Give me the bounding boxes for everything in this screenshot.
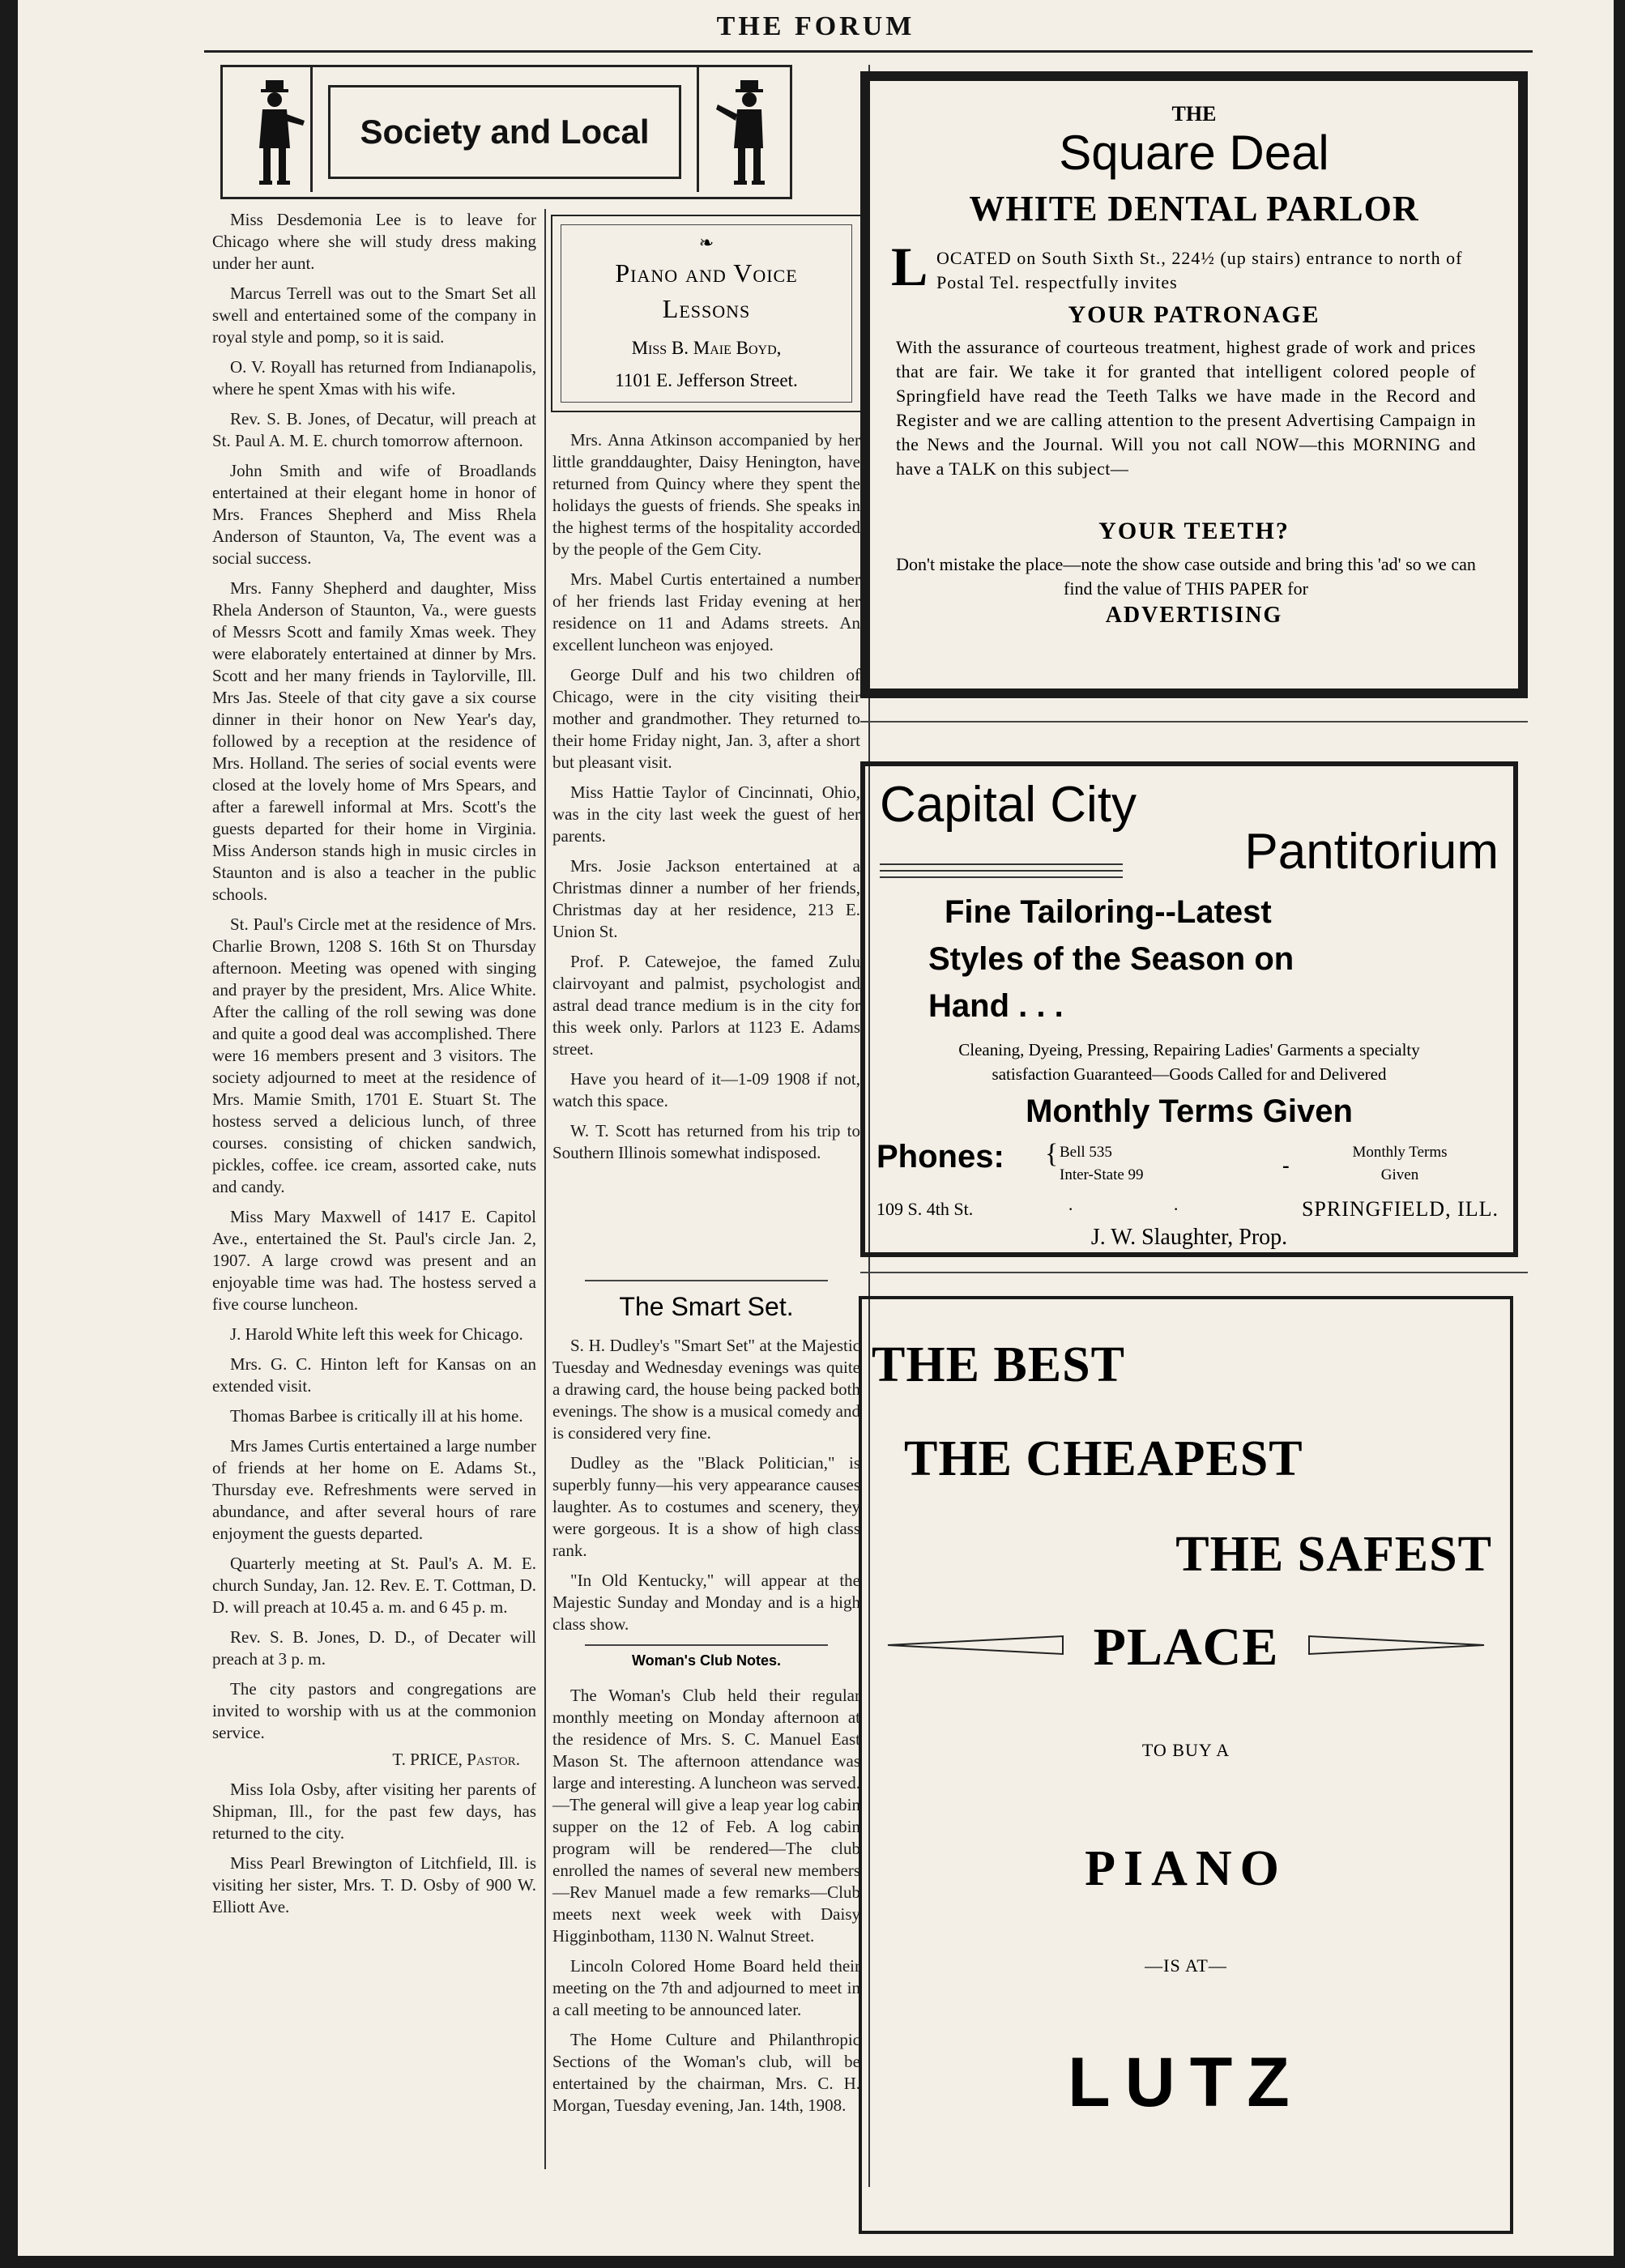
phone-bell: Bell 535 <box>1060 1144 1112 1161</box>
section-rule <box>585 1280 828 1281</box>
news-item: Quarterly meeting at St. Paul's A. M. E. church Sunday, Jan. 12. Rev. E. T. Cottman, D. D. will preach at 10.45 a. m. and 6 45 p. m. <box>212 1554 536 1617</box>
news-item: Mrs James Curtis entertained a large number of friends at her home on E. Adams St., Thursday eve. Refreshments were served in abundance, and after several hours of rare enjoyment the guests departed. <box>212 1436 536 1543</box>
lutz-safest: THE SAFEST <box>1175 1527 1492 1582</box>
tailoring-line3: Hand . . . <box>928 988 1064 1024</box>
dental-sub: WHITE DENTAL PARLOR <box>969 189 1419 228</box>
news-item: The city pastors and congregations are invited to worship with us at the commonion service. <box>212 1679 536 1742</box>
services-line1: Cleaning, Dyeing, Pressing, Repairing Ladies' Garments a specialty <box>958 1040 1420 1059</box>
pantitorium-address: 109 S. 4th St. <box>876 1199 974 1219</box>
news-item: Miss Hattie Taylor of Cincinnati, Ohio, was in the city last week the guest of her parents. <box>552 782 860 846</box>
piano-teacher-name: Miss B. Maie Boyd, <box>631 338 782 358</box>
terms-small-2: Given <box>1380 1166 1419 1183</box>
news-item: Mrs. Anna Atkinson accompanied by her little granddaughter, Daisy Henington, have returned from Quincy where they spent the holidays the guests of friends. She speaks in the highest terms of the hospitality accorded by the people of the Gem City. <box>552 430 860 559</box>
news-item: The Home Culture and Philanthropic Sections of the Woman's club, will be entertained by the chairman, Mrs. C. H. Morgan, Tuesday evening, Jan. 14th, 1908. <box>552 2030 860 2115</box>
news-item: John Smith and wife of Broadlands entertained at their elegant home in honor of Mrs. Frances Shepherd and Miss Rhela Anderson of Staunton, Va, The event was a social success. <box>212 461 536 568</box>
dental-parlor-ad <box>860 71 1528 698</box>
piano-lessons-title: Piano and Voice Lessons <box>615 258 798 323</box>
lutz-to-buy: TO BUY A <box>1141 1740 1230 1760</box>
newspaper-page <box>18 0 1614 2256</box>
news-item: Prof. P. Catewejoe, the famed Zulu clairvoyant and palmist, psychologist and astral dead trance medium is in the city for this week only. Parlors at 1123 E. Adams street. <box>552 952 860 1059</box>
news-item: Dudley as the "Black Politician," is superbly funny—his very appearance causes laughter. As to costumes and scenery, they were gorgeous. It is a show of high class rank. <box>552 1453 860 1560</box>
news-item: O. V. Royall has returned from Indianapolis, where he spent Xmas with his wife. <box>212 357 536 399</box>
column-2-top <box>552 429 860 1280</box>
tailoring-line1: Fine Tailoring--Latest <box>945 894 1272 930</box>
dental-intro: OCATED on South Sixth St., 224½ (up stairs) entrance to north of Postal Tel. respectfully invites <box>936 248 1463 292</box>
services-line2: satisfaction Guaranteed—Goods Called for and Delivered <box>992 1064 1387 1084</box>
dental-body: With the assurance of courteous treatment, highest grade of work and prices that are fair. We take it for granted that intelligent colored people of Springfield have read the Teeth Talks we have made in the Record and Register and we are calling attention to the present Advertising Campaign in the News and the Journal. Will you not call NOW—this MORNING and have a TALK on this subject— <box>896 337 1476 479</box>
lutz-best: THE BEST <box>872 1337 1125 1392</box>
column-rule-1 <box>544 209 546 2169</box>
dental-teeth: YOUR TEETH? <box>1098 518 1290 544</box>
dental-patronage: YOUR PATRONAGE <box>1068 301 1320 328</box>
lutz-piano: PIANO <box>1085 1841 1287 1896</box>
pantitorium-city: SPRINGFIELD, ILL. <box>1301 1197 1499 1221</box>
masthead: THE FORUM <box>716 11 915 41</box>
news-item: Thomas Barbee is critically ill at his home. <box>230 1406 523 1426</box>
lutz-name: LUTZ <box>1068 2044 1304 2121</box>
gentleman-right-icon <box>713 75 778 189</box>
banner-title-box <box>328 85 681 179</box>
dental-footer: Don't mistake the place—note the show case outside and bring this 'ad' so we can find the value of THIS PAPER for <box>896 554 1476 599</box>
terms-small-1: Monthly Terms <box>1352 1144 1448 1161</box>
news-item: Lincoln Colored Home Board held their meeting on the 7th and adjourned to meet in a call meeting to be announced later. <box>552 1956 860 2019</box>
news-item: Rev. S. B. Jones, D. D., of Decater will preach at 3 p. m. <box>212 1627 536 1669</box>
pantitorium-ad: Capital City Pantitorium Fine Tailoring--Latest Styles of the Season on Hand . . . Cleaning, Dyeing, Pressing, Repairing Ladies' Garments a specialty satisfaction Guaranteed—Goods Called for and Delivered Monthly Terms Given Phones: { Bell 535 Inter-State 99 - Monthly Terms Given 109 S. 4th St. · · SPRINGFIELD, ILL. J. W. Slaughter, Prop. <box>860 761 1518 1257</box>
news-item: "In Old Kentucky," will appear at the Majestic Sunday and Monday and is a high class show. <box>552 1571 860 1634</box>
section-rule <box>585 1644 828 1646</box>
news-item: St. Paul's Circle met at the residence of Mrs. Charlie Brown, 1208 S. 16th St on Thursday afternoon. Meeting was opened with singing and prayer by the president, Mrs. Alice White. After the calling of the roll sewing was done and quite a good deal was accomplished. There were 16 members present and 3 visitors. The society adjourned to meet at the residence of Mrs. Mamie Smith, 1701 E. Stuart St. The hostess served a delicious lunch, of three courses. consisting of chicken sandwich, pickles, coffee. ice cream, assorted cake, nuts and candy. <box>212 914 536 1196</box>
gentleman-left-icon <box>243 75 308 189</box>
news-item: The Woman's Club held their regular monthly meeting on Monday afternoon at the residence of Mrs. S. C. Manuel East Mason St. The afternoon attendance was large and interesting. A luncheon was served.—The general will give a leap year log cabin supper on the 12 of Feb. A log cabin program will be rendered—The club enrolled the names of several new members—Rev Manuel made a few remarks—Club meets next week week with Daisy Higginbotham, 1130 N. Walnut Street. <box>552 1686 860 1946</box>
phone-interstate: Inter-State 99 <box>1060 1166 1144 1183</box>
news-item: Have you heard of it—1-09 1908 if not, watch this space. <box>552 1069 860 1111</box>
pantitorium-prop: J. W. Slaughter, Prop. <box>1090 1225 1288 1250</box>
lutz-piano-ad <box>859 1296 1513 2234</box>
news-item: J. Harold White left this week for Chicago. <box>230 1324 523 1344</box>
lutz-cheapest: THE CHEAPEST <box>904 1431 1303 1486</box>
dental-the: THE <box>1171 102 1217 126</box>
pantitorium-line1: Capital City <box>880 777 1137 833</box>
pantitorium-line2: Pantitorium <box>1244 824 1499 880</box>
piano-lessons-ad: ❧ Piano and Voice Lessons Miss B. Maie Boyd, 1101 E. Jefferson Street. <box>551 215 862 412</box>
banner-title: Society and Local <box>360 113 650 151</box>
tailoring-line2: Styles of the Season on <box>928 941 1294 977</box>
news-item: S. H. Dudley's "Smart Set" at the Majestic Tuesday and Wednesday evenings was quite a drawing card, the house being packed both evenings. The show is a musical comedy and is considered very fine. <box>552 1336 860 1443</box>
section-rule <box>860 721 1528 723</box>
right-flourish-icon <box>1307 1633 1486 1657</box>
monthly-terms: Monthly Terms Given <box>1026 1094 1353 1129</box>
smart-set-column <box>552 1335 860 1635</box>
phones-label: Phones: <box>876 1139 1004 1174</box>
dental-name: Square Deal <box>1059 126 1329 180</box>
news-item: Miss Iola Osby, after visiting her parents of Shipman, Ill., for the past few days, has returned to the city. <box>212 1780 536 1843</box>
news-item: Miss Desdemonia Lee is to leave for Chicago where she will study dress making under her aunt. <box>212 210 536 273</box>
news-item: W. T. Scott has returned from his trip to Southern Illinois somewhat indisposed. <box>552 1121 860 1162</box>
news-item: George Dulf and his two children of Chicago, were in the city visiting their mother and grandmother. They returned to their home Friday night, Jan. 3, after a short but pleasant visit. <box>552 665 860 772</box>
section-rule <box>860 1272 1528 1273</box>
smart-set-title: The Smart Set. <box>619 1292 794 1321</box>
news-item: Miss Mary Maxwell of 1417 E. Capitol Ave., entertained the St. Paul's circle Jan. 2, 1907. A large crowd was present and an enjoyable time was had. The hostess served a five course luncheon. <box>212 1207 536 1314</box>
news-item: Miss Pearl Brewington of Litchfield, Ill. is visiting her sister, Mrs. T. D. Osby of 900 W. Elliott Ave. <box>212 1853 536 1916</box>
pastor-signature: T. PRICE, Pastor. <box>392 1750 520 1769</box>
club-notes-title: Woman's Club Notes. <box>632 1652 781 1669</box>
piano-teacher-address: 1101 E. Jefferson Street. <box>615 370 798 390</box>
news-item: Mrs. G. C. Hinton left for Kansas on an extended visit. <box>212 1354 536 1396</box>
news-item: Mrs. Fanny Shepherd and daughter, Miss Rhela Anderson of Staunton, Va., were guests of Messrs Scott and family Xmas week. They were elaborately entertained at dinner by Mrs. Scott and her many friends in Taylorville, Ill. Mrs Jas. Steele of that city gave a six course dinner in their honor on New Year's day, followed by a reception at the residence of Mrs. Holland. The series of social events were closed at the lovely home of Mrs Spears, and after a farewell informal at Mrs. Scott's the guests departed for their home in Virginia. Miss Anderson stands high in music circles in Staunton and is also a teacher in the public schools. <box>212 578 536 904</box>
lutz-place: PLACE <box>1093 1618 1279 1677</box>
masthead-rule <box>204 50 1533 53</box>
news-item: Rev. S. B. Jones, of Decatur, will preach at St. Paul A. M. E. church tomorrow afternoon. <box>212 409 536 450</box>
club-notes-column <box>552 1685 860 2187</box>
news-item: Mrs. Josie Jackson entertained at a Christmas dinner a number of her friends, Christmas day at her residence, 213 E. Union St. <box>552 856 860 941</box>
column-1 <box>212 209 536 2169</box>
news-item: Mrs. Mabel Curtis entertained a number of her friends last Friday evening at her residence on 11 and Adams streets. An excellent luncheon was enjoyed. <box>552 569 860 654</box>
dental-advertising: ADVERTISING <box>1105 603 1283 628</box>
drop-cap: L <box>891 236 928 297</box>
news-item: Marcus Terrell was out to the Smart Set all swell and entertained some of the company in royal style and pomp, so it is said. <box>212 284 536 347</box>
lutz-is-at: —IS AT— <box>1145 1955 1227 1976</box>
society-banner <box>220 65 792 199</box>
